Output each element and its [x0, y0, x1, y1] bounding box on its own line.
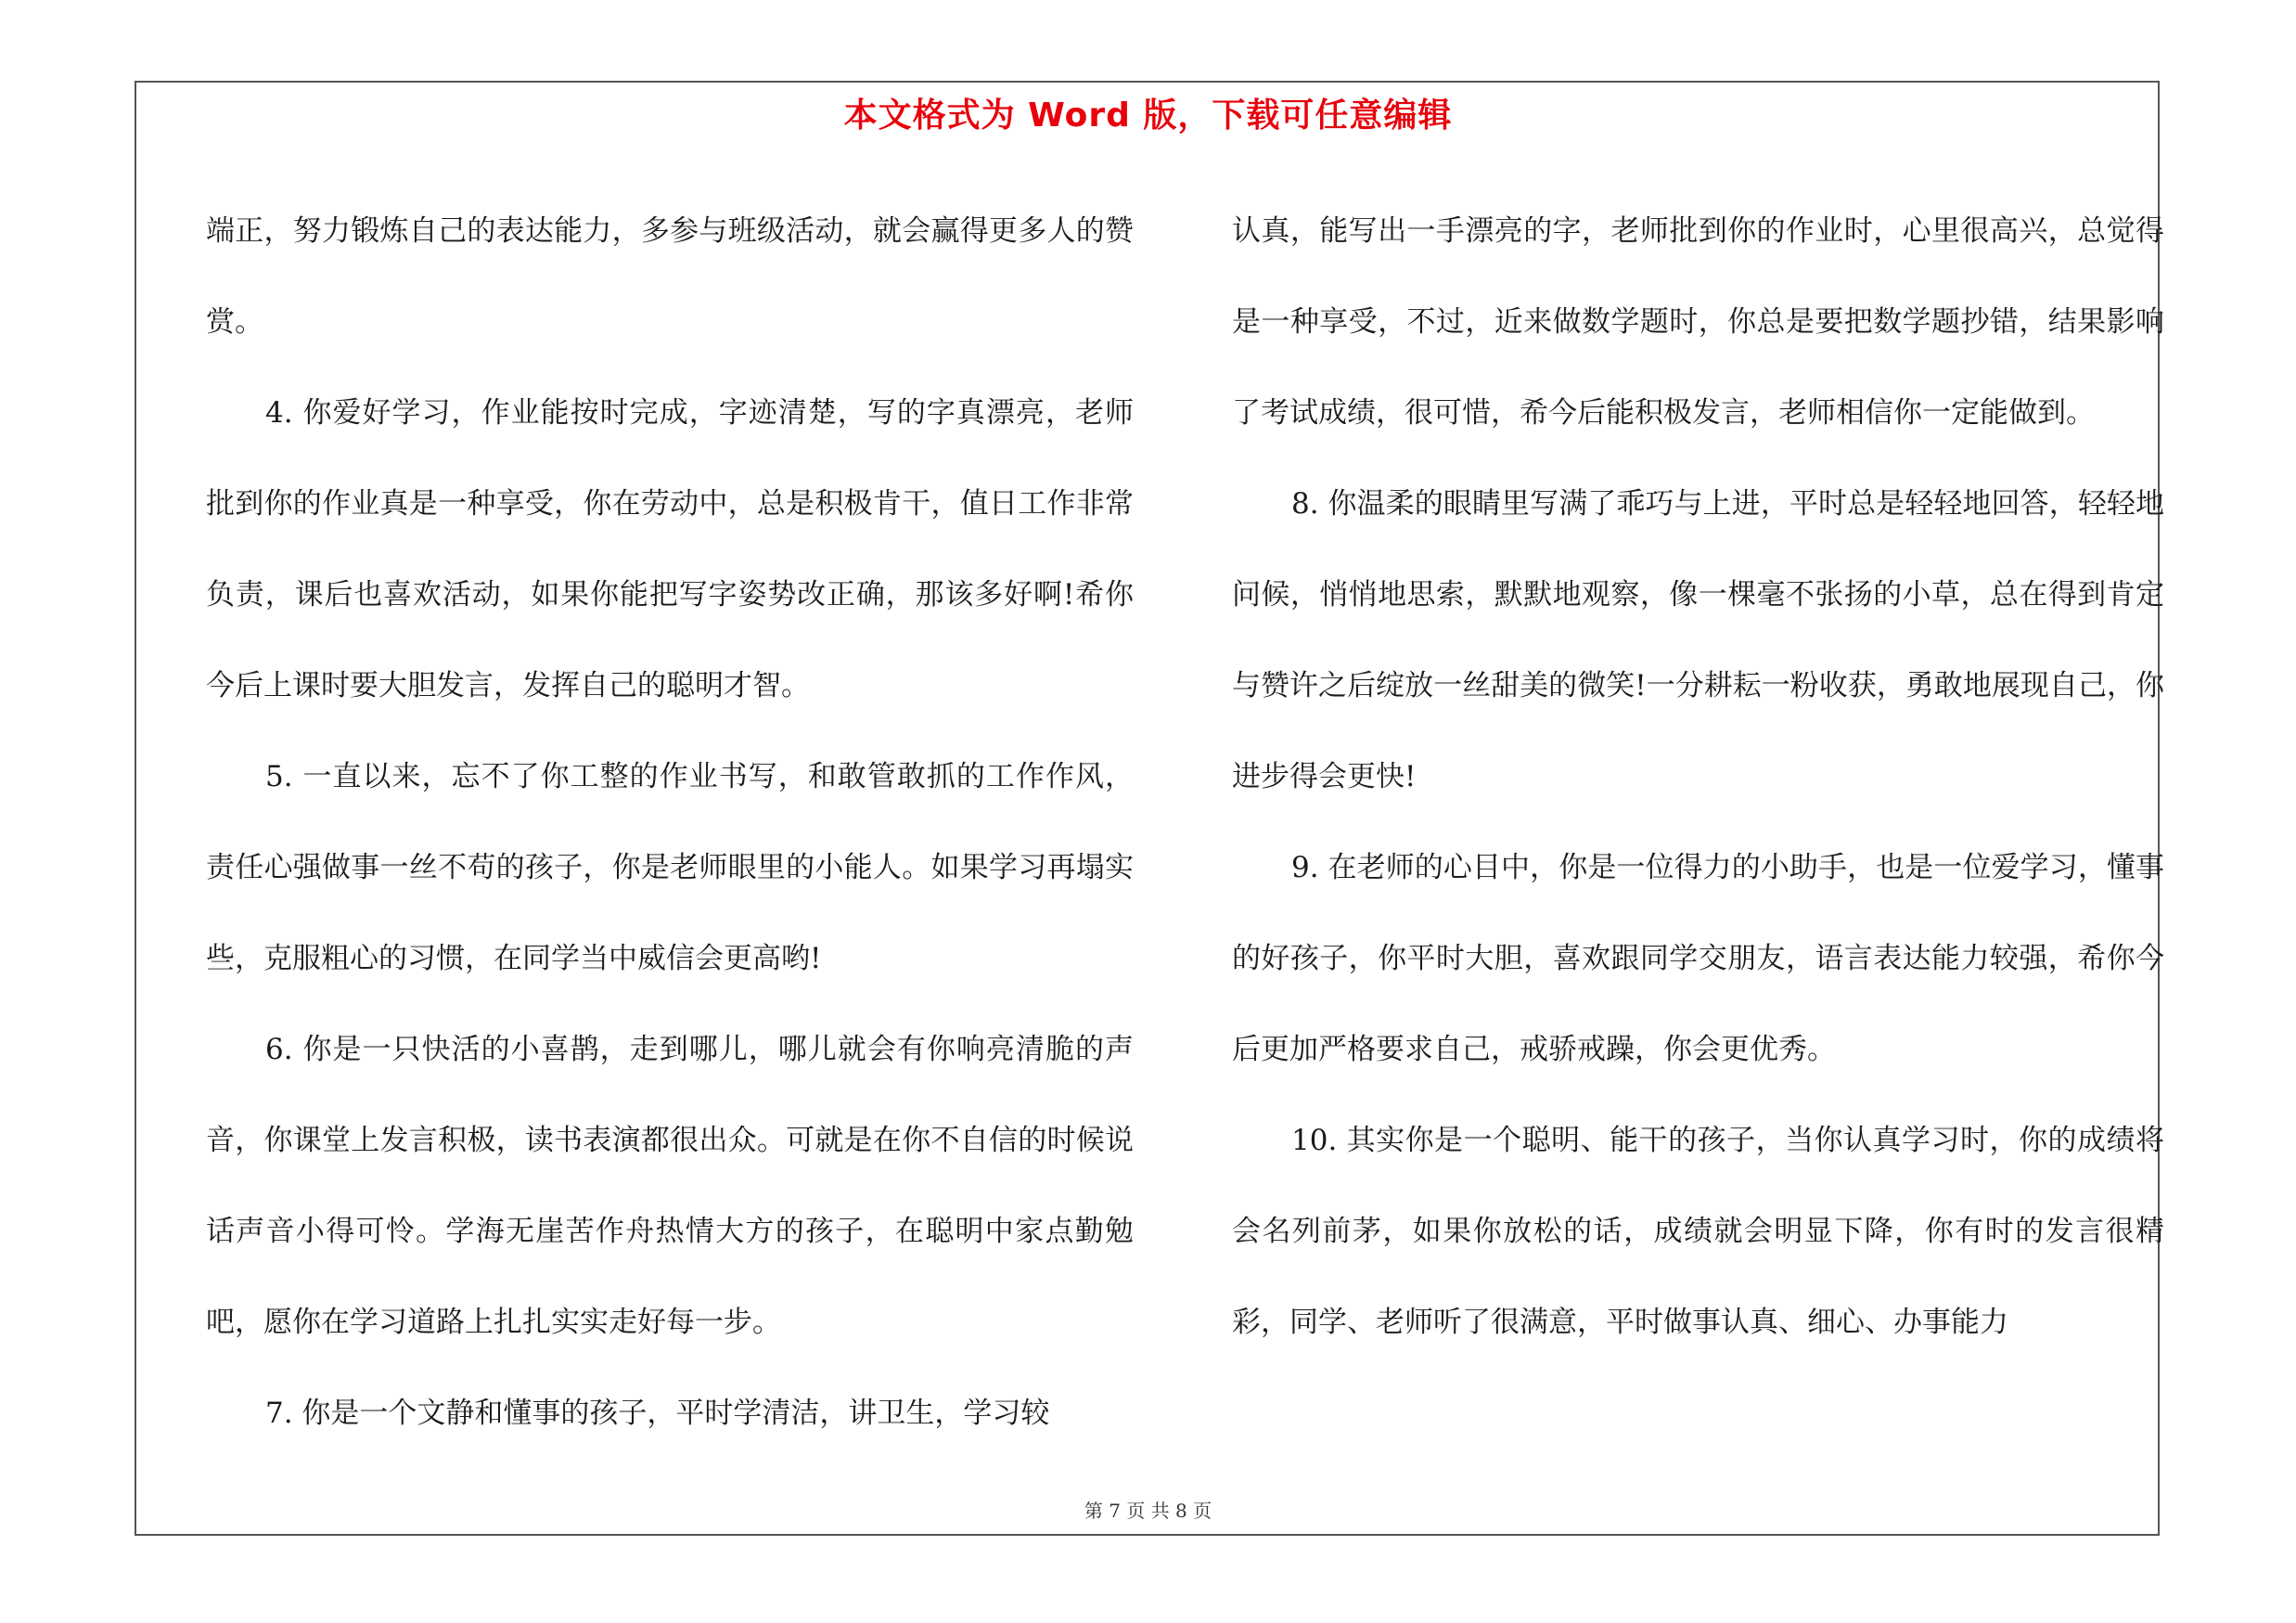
paragraph: 7. 你是一个文静和懂事的孩子，平时学清洁，讲卫生，学习较 [265, 1397, 1050, 1430]
paragraph: 认真，能写出一手漂亮的字，老师批到你的作业时，心里很高兴，总觉得是一种享受，不过，近来做数学题时，你总是要把数学题抄错，结果影响了考试成绩，很可惜，希今后能积极发言，老师相信你一定能做到。 [1232, 214, 2164, 430]
paragraph: 9. 在老师的心目中，你是一位得力的小助手，也是一位爱学习，懂事的好孩子，你平时大胆，喜欢跟同学交朋友，语言表达能力较强，希你今后更加严格要求自己，戒骄戒躁，你会更优秀。 [1232, 851, 2164, 1066]
paragraph: 端正，努力锻炼自己的表达能力，多参与班级活动，就会赢得更多人的赞赏。 [206, 214, 1134, 339]
page-number: 第 7 页 共 8 页 [1084, 1500, 1212, 1522]
paragraph: 10. 其实你是一个聪明、能干的孩子，当你认真学习时，你的成绩将会名列前茅，如果你放松的话，成绩就会明显下降，你有时的发言很精彩，同学、老师听了很满意，平时做事认真、细心、办事能力 [1232, 1124, 2164, 1339]
paragraph: 8. 你温柔的眼睛里写满了乖巧与上进，平时总是轻轻地回答，轻轻地问候，悄悄地思索，默默地观察，像一棵毫不张扬的小草，总在得到肯定与赞许之后绽放一丝甜美的微笑!一分耕耘一粉收获，勇敢地展现自己，你进步得会更快! [1232, 487, 2164, 793]
right-column [1232, 186, 2164, 1368]
left-column [206, 186, 1134, 1459]
paragraph: 6. 你是一只快活的小喜鹊，走到哪儿，哪儿就会有你响亮清脆的声音，你课堂上发言积极，读书表演都很出众。可就是在你不自信的时候说话声音小得可怜。学海无崖苦作舟热情大方的孩子，在聪明中家点勤勉吧，愿你在学习道路上扎扎实实走好每一步。 [206, 1033, 1134, 1339]
paragraph: 4. 你爱好学习，作业能按时完成，字迹清楚，写的字真漂亮，老师批到你的作业真是一种享受，你在劳动中，总是积极肯干，值日工作非常负责，课后也喜欢活动，如果你能把写字姿势改正确，那该多好啊!希你今后上课时要大胆发言，发挥自己的聪明才智。 [206, 396, 1134, 702]
paragraph: 5. 一直以来，忘不了你工整的作业书写，和敢管敢抓的工作作风，责任心强做事一丝不苟的孩子，你是老师眼里的小能人。如果学习再塌实些，克服粗心的习惯，在同学当中威信会更高哟! [206, 760, 1134, 975]
document-banner: 本文格式为 Word 版，下载可任意编辑 [843, 97, 1453, 135]
